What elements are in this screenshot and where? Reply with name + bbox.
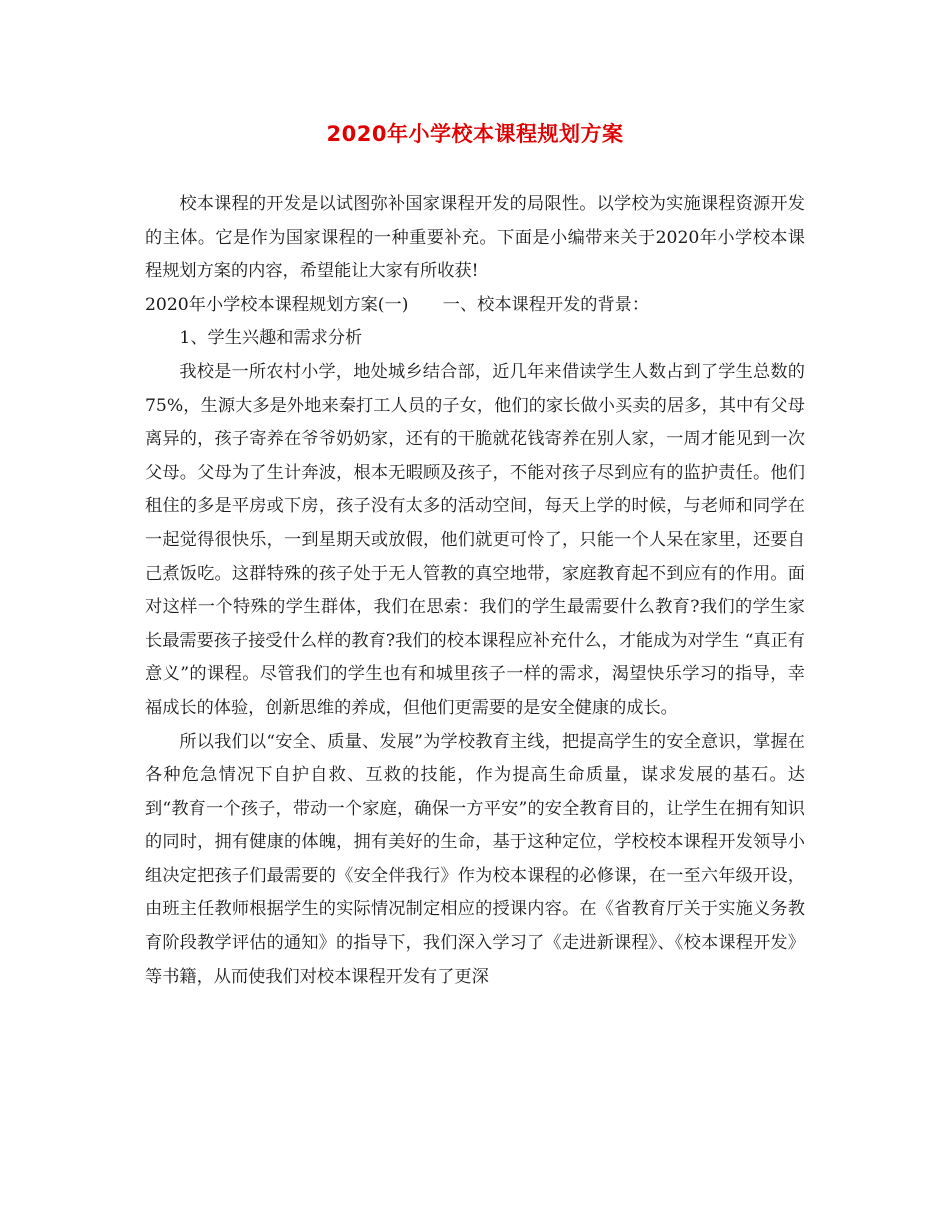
section-heading: 2020年小学校本课程规划方案(一) 一、校本课程开发的背景： [145, 294, 650, 315]
subsection-heading: 1、学生兴趣和需求分析 [179, 328, 363, 349]
document-title: 2020年小学校本课程规划方案 [326, 122, 624, 146]
document-body [145, 188, 805, 994]
body-paragraph: 我校是一所农村小学，地处城乡结合部，近几年来借读学生人数占到了学生总数的75%，生源大多是外地来秦打工人员的子女，他们的家长做小买卖的居多，其中有父母离异的，孩子寄养在爷爷奶奶家，还有的干脆就花钱寄养在别人家，一周才能见到一次父母。父母为了生计奔波，根本无暇顾及孩子，不能对孩子尽到应有的监护责任。他们租住的多是平房或下房，孩子没有太多的活动空间，每天上学的时候，与老师和同学在一起觉得很快乐，一到星期天或放假，他们就更可怜了，只能一个人呆在家里，还要自己煮饭吃。这群特殊的孩子处于无人管教的真空地带，家庭教育起不到应有的作用。面对这样一个特殊的学生群体，我们在思索：我们的学生最需要什么教育?我们的学生家长最需要孩子接受什么样的教育?我们的校本课程应补充什么，才能成为对学生 “真正有意义”的课程。尽管我们的学生也有和城里孩子一样的需求，渴望快乐学习的指导，幸福成长的体验，创新思维的养成，但他们更需要的是安全健康的成长。 [145, 361, 805, 718]
body-paragraph: 所以我们以“安全、质量、发展”为学校教育主线，把提高学生的安全意识，掌握在各种危急情况下自护自救、互救的技能，作为提高生命质量，谋求发展的基石。达到“教育一个孩子，带动一个家庭，确保一方平安”的安全教育目的，让学生在拥有知识的同时，拥有健康的体魄，拥有美好的生命，基于这种定位，学校校本课程开发领导小组决定把孩子们最需要的《安全伴我行》作为校本课程的必修课，在一至六年级开设，由班主任教师根据学生的实际情况制定相应的授课内容。在《省教育厅关于实施义务教育阶段教学评估的通知》的指导下，我们深入学习了《走进新课程》、《校本课程开发》等书籍，从而使我们对校本课程开发有了更深 [145, 731, 805, 987]
intro-paragraph: 校本课程的开发是以试图弥补国家课程开发的局限性。以学校为实施课程资源开发的主体。它是作为国家课程的一种重要补充。下面是小编带来关于2020年小学校本课程规划方案的内容，希望能让大家有所收获! [145, 194, 805, 282]
